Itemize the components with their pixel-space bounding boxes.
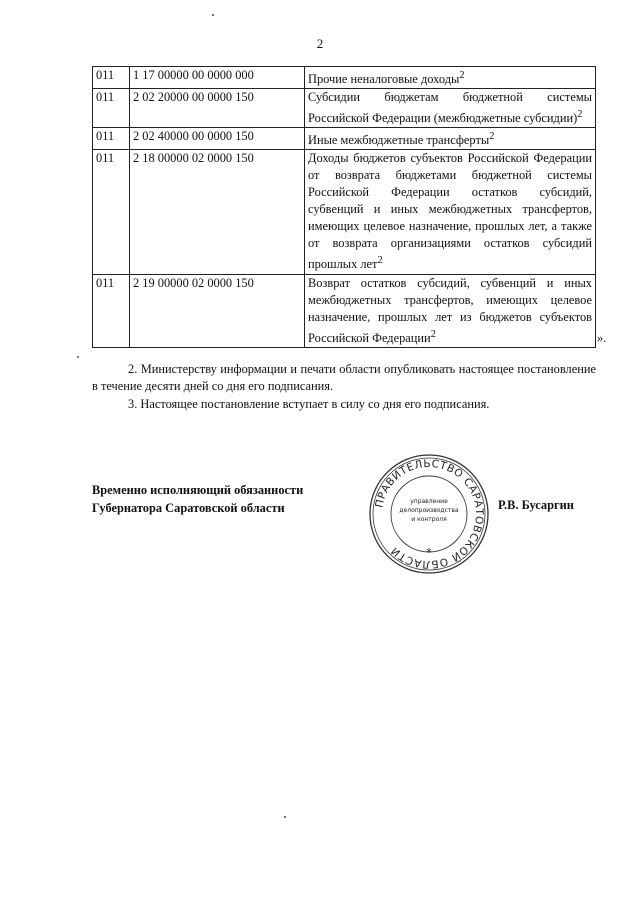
table-row (93, 274, 596, 347)
table-row (93, 128, 596, 150)
scan-speck (77, 356, 79, 358)
budget-code-cell: 1 17 00000 00 0000 000 (130, 67, 305, 89)
table-row (93, 67, 596, 89)
position-line-1: Временно исполняющий обязанности (92, 483, 304, 497)
signatory-position (92, 481, 362, 517)
seal-center-line-3: и контроля (411, 516, 447, 523)
budget-code-cell: 2 18 00000 02 0000 150 (130, 150, 305, 274)
description-cell: Доходы бюджетов субъектов Российской Федерации от возврата бюджетами бюджетной системы Российской Федерации остатков субсидий, субвенций и иных межбюджетных трансфертов, имеющих целевое назначение, прошлых лет, а также от возврата организациями остатков субсидий прошлых лет$^2$ (305, 150, 596, 274)
table-row (93, 150, 596, 274)
signatory-name: Р.В. Бусаргин (498, 498, 574, 512)
page-number: 2 (316, 36, 324, 51)
admin-code-cell: 011 (93, 150, 130, 274)
position-line-2: Губернатора Саратовской области (92, 501, 285, 515)
official-seal (367, 452, 491, 576)
seal-ring-text: ПРАВИТЕЛЬСТВО САРАТОВСКОЙ ОБЛАСТИ (373, 457, 486, 571)
admin-code-cell: 011 (93, 274, 130, 347)
seal-center-line-2: делопроизводства (399, 507, 459, 514)
description-cell: Прочие неналоговые доходы$^2$ (305, 67, 596, 89)
seal-star-icon: * (426, 546, 432, 559)
footnote-mark: 2 (577, 109, 583, 121)
budget-code-cell: 2 19 00000 02 0000 150 (130, 274, 305, 347)
footnote-mark: 2 (489, 131, 495, 143)
paragraph-2: 2. Министерству информации и печати области опубликовать настоящее постановление в течение десяти дней со дня его подписания. (92, 362, 596, 393)
budget-code-cell: 2 02 40000 00 0000 150 (130, 128, 305, 150)
closing-quote: ». (597, 331, 607, 345)
footnote-mark: 2 (430, 328, 436, 340)
admin-code-cell: 011 (93, 89, 130, 128)
admin-code-cell: 011 (93, 128, 130, 150)
description-cell: Субсидии бюджетам бюджетной системы Российской Федерации (межбюджетные субсидии)$^2$ (305, 89, 596, 128)
admin-code-cell: 011 (93, 67, 130, 89)
description-cell: Возврат остатков субсидий, субвенций и иных межбюджетных трансфертов, имеющих целевое назначение, прошлых лет из бюджетов субъектов Российской Федерации$^2$ (305, 274, 596, 347)
paragraph-3: 3. Настоящее постановление вступает в силу со дня его подписания. (128, 397, 490, 411)
budget-code-cell: 2 02 20000 00 0000 150 (130, 89, 305, 128)
footnote-mark: 2 (459, 70, 465, 81)
description-cell: Иные межбюджетные трансферты$^2$ (305, 128, 596, 150)
scan-speck (284, 816, 286, 818)
table-row (93, 89, 596, 128)
footnote-mark: 2 (377, 255, 383, 267)
scan-speck (212, 14, 214, 16)
budget-code-table (92, 66, 596, 348)
seal-center-line-1: управление (410, 498, 448, 505)
